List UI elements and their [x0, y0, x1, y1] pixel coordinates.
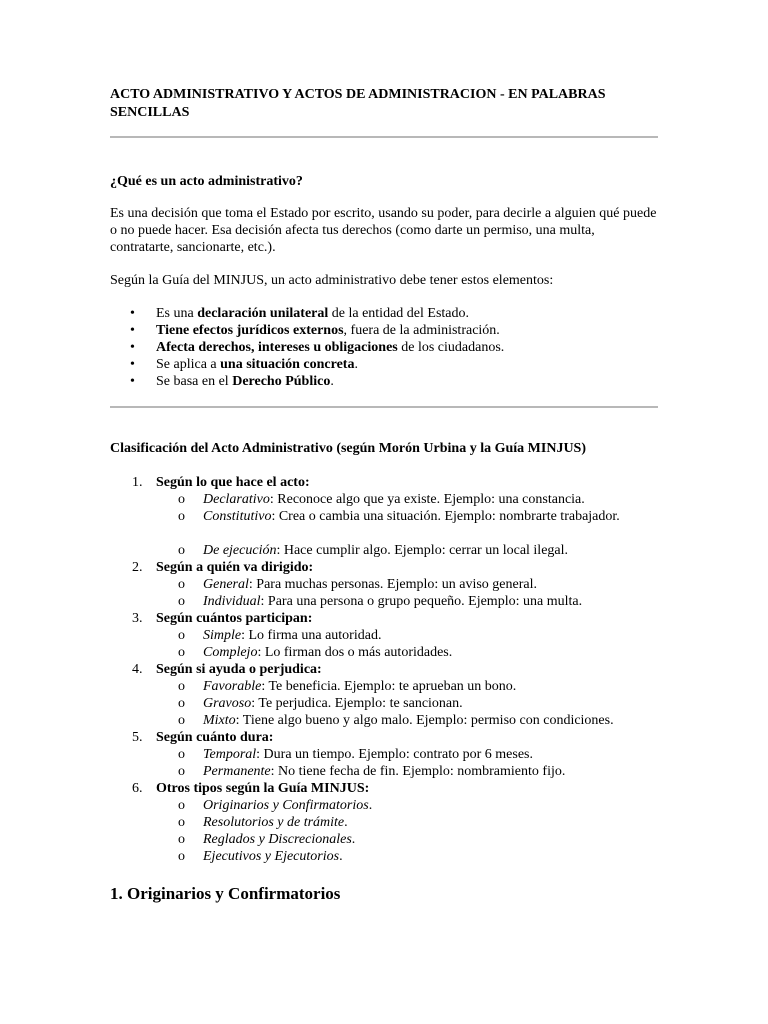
- list-item: • Se aplica a una situación concreta.: [110, 356, 658, 373]
- subcategory-item: o Mixto: Tiene algo bueno y algo malo. Ejemplo: permiso con condiciones.: [178, 713, 614, 728]
- list-item: • Se basa en el Derecho Público.: [110, 373, 658, 390]
- question-heading: ¿Qué es un acto administrativo?: [110, 174, 303, 189]
- definition-paragraph: Es una decisión que toma el Estado por escrito, usando su poder, para decirle a alguien qué puede o no puede hacer. Esa decisión afecta tus derechos (como darte un permiso, una multa, contratarte, sancionarte, etc.).: [110, 206, 657, 255]
- elements-intro-block: [110, 272, 658, 289]
- subcategory-item: o Resolutorios y de trámite.: [178, 815, 348, 830]
- subcategory-item: o Favorable: Te beneficia. Ejemplo: te aprueban un bono.: [178, 679, 517, 694]
- section-heading: 1. Originarios y Confirmatorios: [110, 884, 341, 903]
- question-block: [110, 173, 658, 190]
- category-item: 2. Según a quién va dirigido:: [132, 560, 314, 575]
- list-item: • Tiene efectos jurídicos externos, fuera de la administración.: [110, 322, 658, 339]
- subcategory-item: o Originarios y Confirmatorios.: [178, 798, 373, 813]
- subcategory-item: o Gravoso: Te perjudica. Ejemplo: te sancionan.: [178, 696, 463, 711]
- category-item: 6. Otros tipos según la Guía MINJUS:: [132, 781, 370, 796]
- list-item: • Es una declaración unilateral de la entidad del Estado.: [110, 305, 658, 322]
- category-item: 3. Según cuántos participan:: [132, 611, 313, 626]
- subcategory-item: o Ejecutivos y Ejecutorios.: [178, 849, 343, 864]
- subcategory-item: o De ejecución: Hace cumplir algo. Ejemplo: cerrar un local ilegal.: [178, 543, 569, 558]
- subcategory-item: o Reglados y Discrecionales.: [178, 832, 356, 847]
- document-title: ACTO ADMINISTRATIVO Y ACTOS DE ADMINISTRACION - EN PALABRAS SENCILLAS: [110, 87, 606, 120]
- subcategory-item: o Complejo: Lo firman dos o más autoridades.: [178, 645, 453, 660]
- elements-intro: Según la Guía del MINJUS, un acto administrativo debe tener estos elementos:: [110, 273, 554, 288]
- definition-block: [110, 205, 658, 256]
- subcategory-item: o Declarativo: Reconoce algo que ya existe. Ejemplo: una constancia.: [178, 492, 585, 507]
- category-item: 4. Según si ayuda o perjudica:: [132, 662, 322, 677]
- subcategory-item: o Constitutivo: Crea o cambia una situación. Ejemplo: nombrarte trabajador.: [178, 509, 620, 524]
- classification-title-block: [110, 440, 658, 457]
- document-title-block: [110, 86, 658, 122]
- subcategory-item: o General: Para muchas personas. Ejemplo: un aviso general.: [178, 577, 537, 592]
- category-item: 5. Según cuánto dura:: [132, 730, 274, 745]
- classification-title: Clasificación del Acto Administrativo (según Morón Urbina y la Guía MINJUS): [110, 441, 587, 456]
- category-item: 1. Según lo que hace el acto:: [132, 475, 310, 490]
- horizontal-rule: [110, 406, 658, 408]
- horizontal-rule: [110, 136, 658, 138]
- elements-list: [110, 305, 658, 390]
- subcategory-item: o Individual: Para una persona o grupo pequeño. Ejemplo: una multa.: [178, 594, 583, 609]
- classification-list: [110, 474, 658, 865]
- subcategory-item: o Temporal: Dura un tiempo. Ejemplo: contrato por 6 meses.: [178, 747, 533, 762]
- list-item: • Afecta derechos, intereses u obligaciones de los ciudadanos.: [110, 339, 658, 356]
- subcategory-item: o Permanente: No tiene fecha de fin. Ejemplo: nombramiento fijo.: [178, 764, 566, 779]
- subcategory-item: o Simple: Lo firma una autoridad.: [178, 628, 382, 643]
